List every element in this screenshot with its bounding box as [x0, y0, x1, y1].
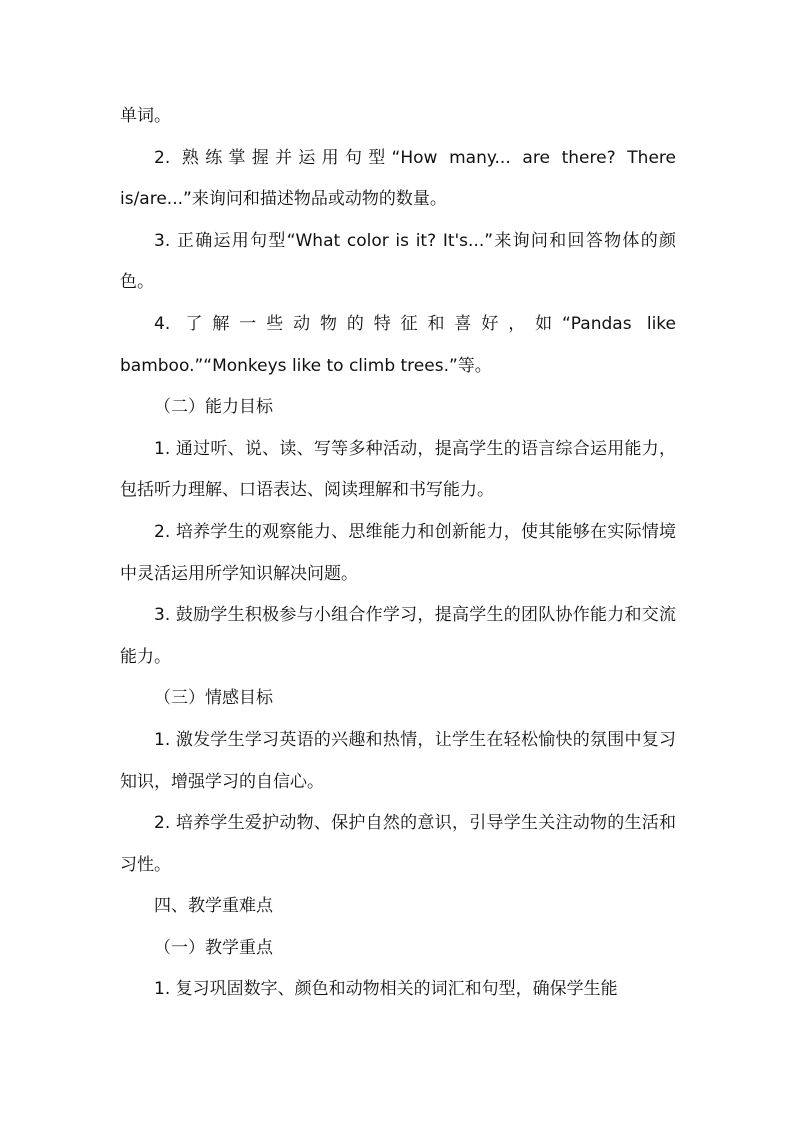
- list-item-knowledge-3: 3. 正确运用句型“What color is it? It's...”来询问和回答物体的颜色。: [120, 230, 676, 293]
- list-item-ability-1: 1. 通过听、说、读、写等多种活动，提高学生的语言综合运用能力，包括听力理解、口语表达、阅读理解和书写能力。: [120, 438, 676, 501]
- list-item-knowledge-2: 2. 熟练掌握并运用句型“How many... are there? There is/are...”来询问和描述物品或动物的数量。: [120, 147, 676, 210]
- section-heading-emotion: （三）情感目标: [154, 688, 273, 709]
- list-item-ability-3: 3. 鼓励学生积极参与小组合作学习，提高学生的团队协作能力和交流能力。: [120, 605, 676, 667]
- list-item-ability-2: 2. 培养学生的观察能力、思维能力和创新能力，使其能够在实际情境中灵活运用所学知识解决问题。: [120, 521, 676, 584]
- list-item-emotion-1: 1. 激发学生学习英语的兴趣和热情，让学生在轻松愉快的氛围中复习知识，增强学习的自信心。: [120, 729, 676, 792]
- section-heading-key-points: （一）教学重点: [154, 937, 273, 958]
- section-heading-ability: （二）能力目标: [154, 397, 273, 418]
- paragraph-continuation: 单词。: [120, 106, 171, 126]
- document-body: [120, 96, 676, 1011]
- list-item-knowledge-4: 4. 了解一些动物的特征和喜好，如“Pandas like bamboo.”“Monkeys like to climb trees.”等。: [120, 313, 676, 376]
- list-item-key-1: 1. 复习巩固数字、颜色和动物相关的词汇和句型，确保学生能: [154, 979, 618, 1000]
- section-heading-key-difficult: 四、教学重难点: [154, 896, 273, 917]
- list-item-emotion-2: 2. 培养学生爱护动物、保护自然的意识，引导学生关注动物的生活和习性。: [120, 813, 676, 875]
